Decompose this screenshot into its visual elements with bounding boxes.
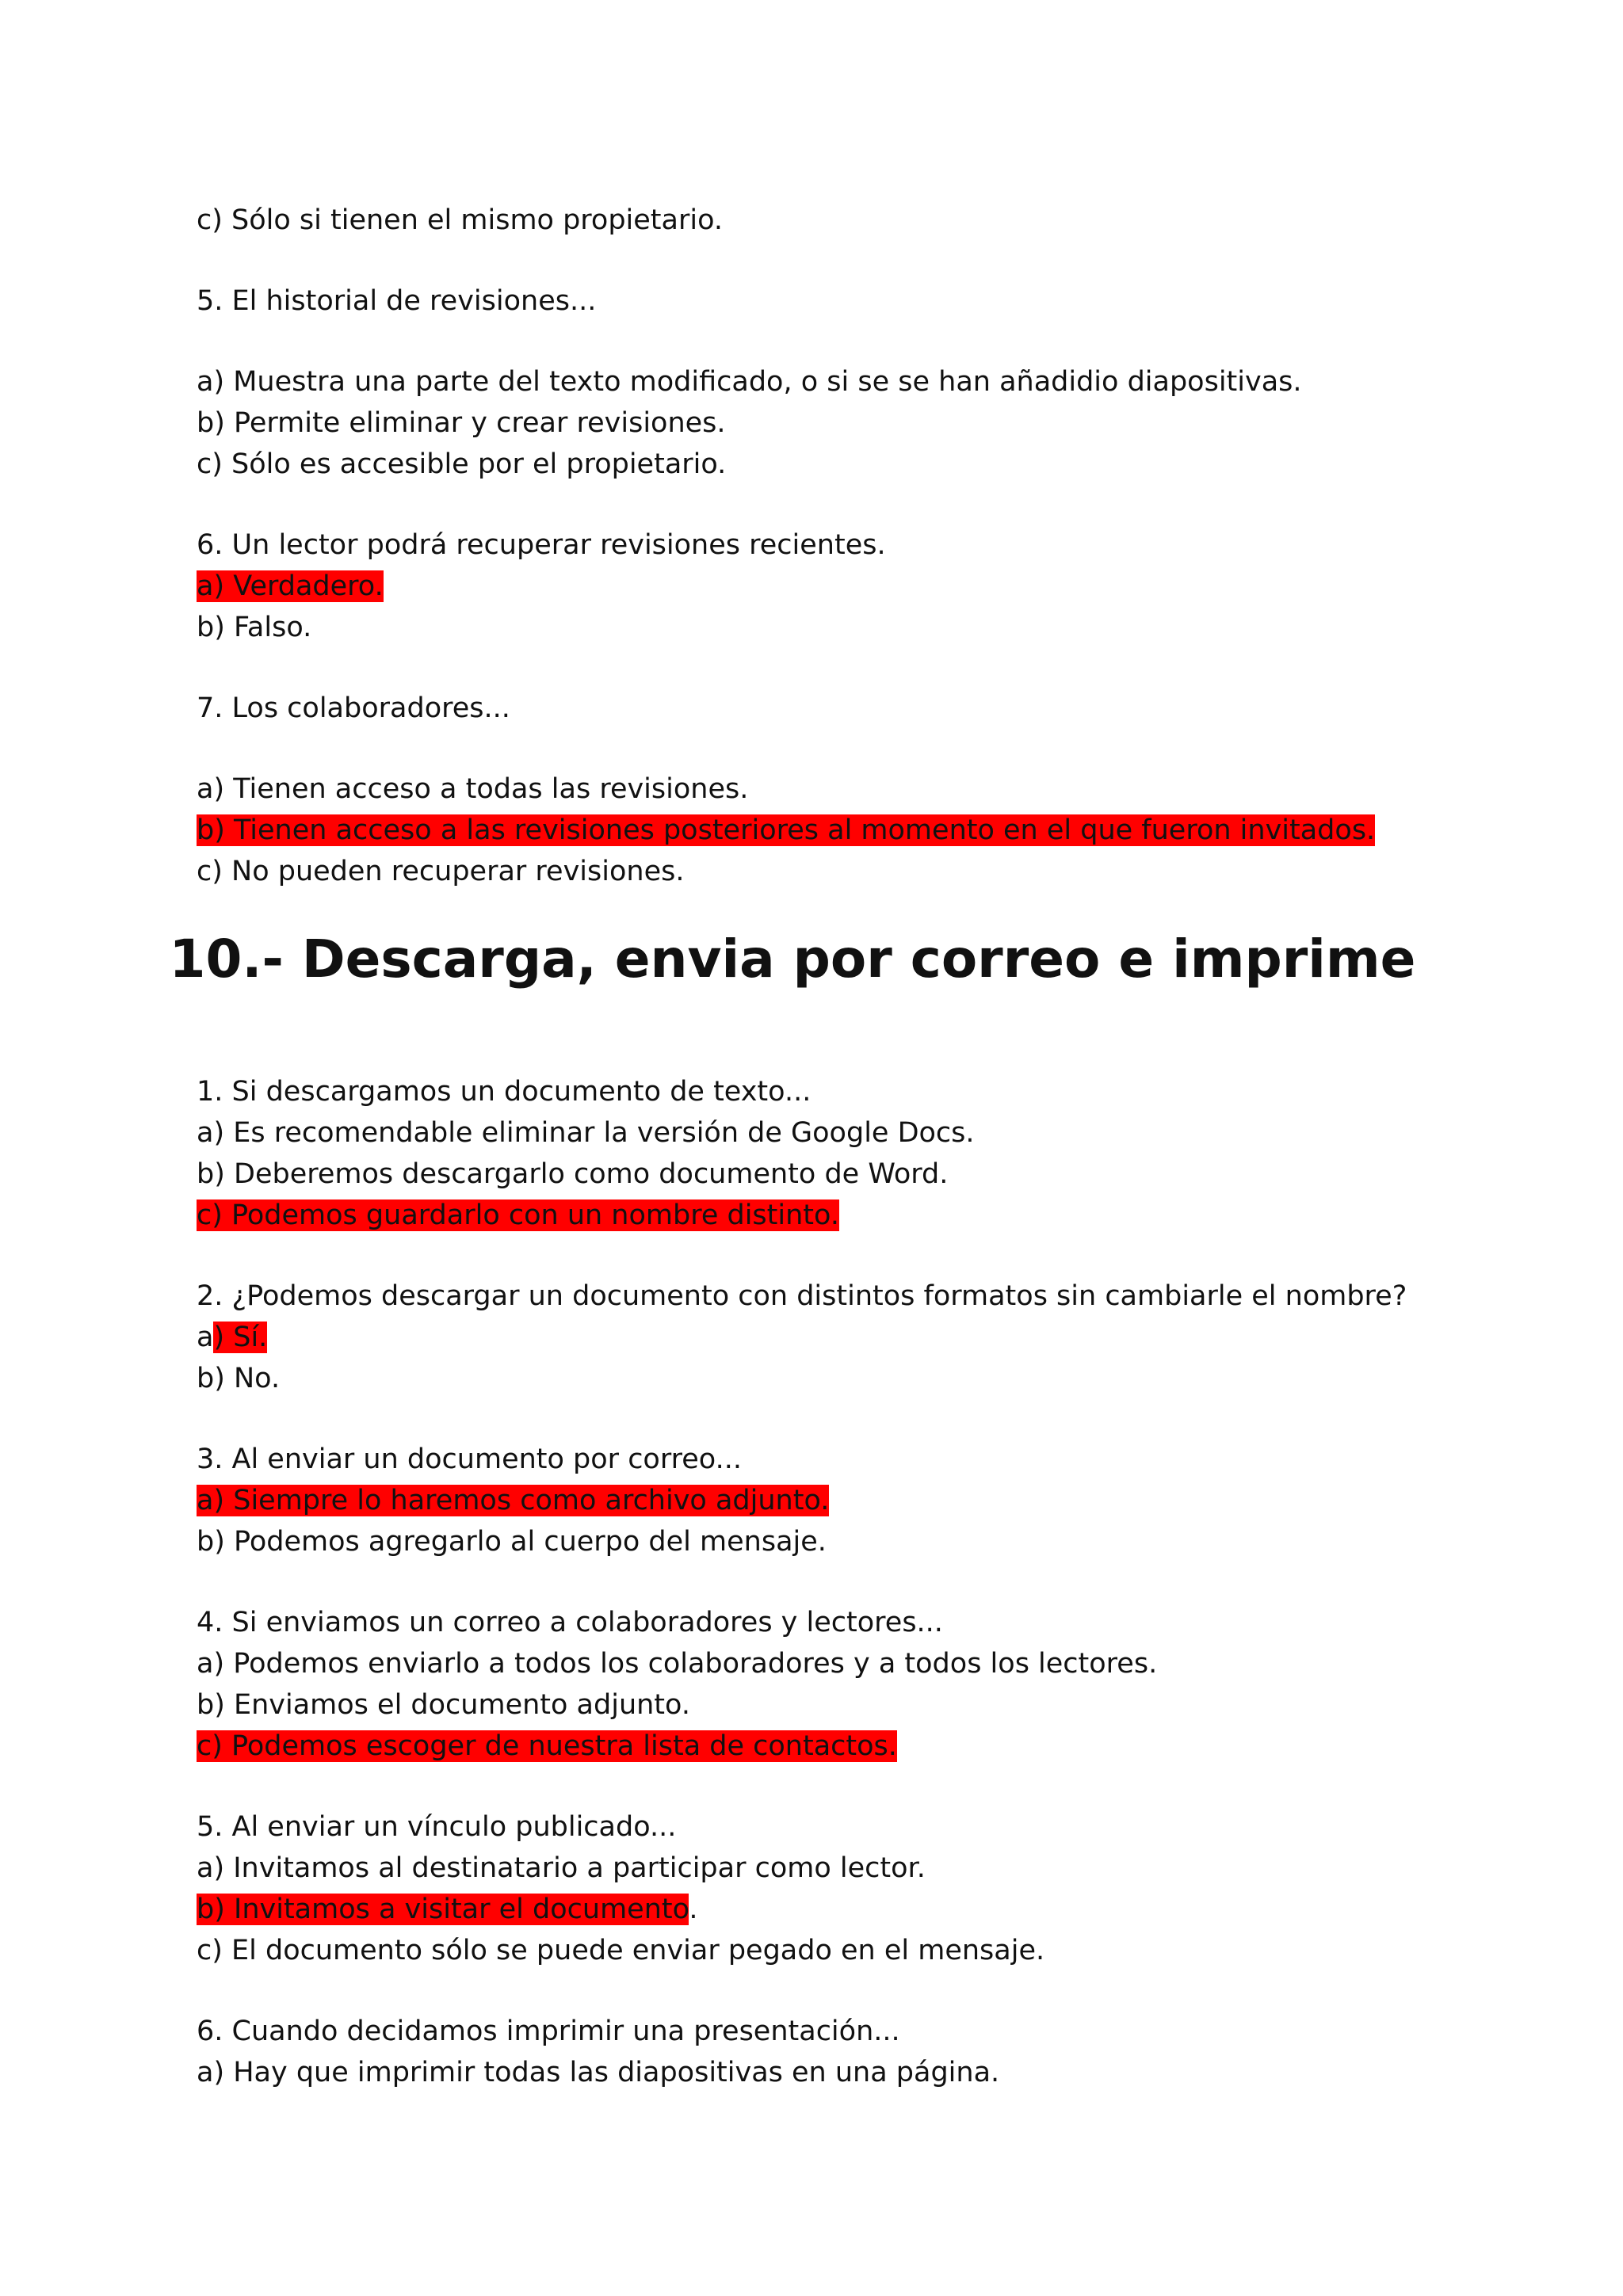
answer-text: b) No. xyxy=(197,1363,281,1394)
question-7-collaborators xyxy=(197,688,510,729)
answer-text: a) Muestra una parte del texto modificado, o si se se han añadidio diapositivas. xyxy=(197,366,1302,398)
question-3-email xyxy=(197,1439,742,1480)
question-text: 5. El historial de revisiones... xyxy=(197,285,597,317)
answer-7c xyxy=(197,851,684,892)
question-text: 6. Cuando decidamos imprimir una presentación... xyxy=(197,2016,900,2047)
answer-text: c) El documento sólo se puede enviar pegado en el mensaje. xyxy=(197,1935,1045,1966)
question-4-recipients xyxy=(197,1602,943,1643)
answer-5a xyxy=(197,1848,926,1889)
highlighted-answer: a) Verdadero. xyxy=(197,570,384,602)
answer-3a-highlighted xyxy=(197,1480,829,1521)
answer-text: c) Sólo es accesible por el propietario. xyxy=(197,448,727,480)
question-text: 1. Si descargamos un documento de texto... xyxy=(197,1076,812,1108)
section-heading: 10.- Descarga, envia por correo e imprime xyxy=(169,929,1416,990)
question-text: 3. Al enviar un documento por correo... xyxy=(197,1444,742,1475)
question-5-revisions xyxy=(197,280,596,322)
answer-text: b) Enviamos el documento adjunto. xyxy=(197,1689,690,1721)
answer-suffix: . xyxy=(689,1894,698,1925)
answer-text: b) Deberemos descargarlo como documento de Word. xyxy=(197,1158,949,1190)
question-text: 4. Si enviamos un correo a colaboradores y lectores... xyxy=(197,1607,943,1638)
answer-2a-partially-highlighted xyxy=(197,1317,267,1358)
answer-5c xyxy=(197,444,726,485)
highlighted-answer: ) Sí. xyxy=(213,1322,268,1353)
question-1-download xyxy=(197,1071,811,1112)
answer-2b xyxy=(197,1358,280,1399)
question-text: 5. Al enviar un vínculo publicado... xyxy=(197,1811,677,1843)
answer-text: b) Permite eliminar y crear revisiones. xyxy=(197,407,726,439)
answer-4a xyxy=(197,1643,1157,1684)
highlighted-answer: c) Podemos escoger de nuestra lista de contactos. xyxy=(197,1730,897,1762)
question-6-reader xyxy=(197,524,886,566)
answer-5a xyxy=(197,361,1302,402)
highlighted-answer: a) Siempre lo haremos como archivo adjunto. xyxy=(197,1485,830,1516)
answer-1a xyxy=(197,1112,975,1154)
answer-7b-highlighted xyxy=(197,810,1375,851)
highlighted-answer: b) Tienen acceso a las revisiones posteriores al momento en el que fueron invitados. xyxy=(197,814,1376,846)
answer-5b-highlighted xyxy=(197,1889,698,1930)
question-text: 6. Un lector podrá recuperar revisiones recientes. xyxy=(197,529,886,561)
answer-1b xyxy=(197,1154,948,1195)
previous-answer-c xyxy=(197,200,723,241)
highlighted-answer: c) Podemos guardarlo con un nombre distinto. xyxy=(197,1199,839,1231)
answer-3b xyxy=(197,1521,827,1562)
answer-text: c) No pueden recuperar revisiones. xyxy=(197,856,685,887)
answer-6a xyxy=(197,2052,999,2093)
question-2-formats xyxy=(197,1276,1407,1317)
answer-text: a) Hay que imprimir todas las diapositivas en una página. xyxy=(197,2057,1000,2088)
answer-text: a) Podemos enviarlo a todos los colaboradores y a todos los lectores. xyxy=(197,1648,1158,1680)
answer-6a-highlighted xyxy=(197,566,384,607)
answer-text: a) Tienen acceso a todas las revisiones. xyxy=(197,773,749,805)
answer-text: a) Invitamos al destinatario a participar como lector. xyxy=(197,1852,926,1884)
question-text: 7. Los colaboradores... xyxy=(197,692,510,724)
highlighted-answer: b) Invitamos a visitar el documento xyxy=(197,1894,689,1925)
answer-1c-highlighted xyxy=(197,1195,839,1236)
answer-5b xyxy=(197,402,726,444)
answer-text: c) Sólo si tienen el mismo propietario. xyxy=(197,204,724,236)
answer-5c xyxy=(197,1930,1044,1971)
answer-6b xyxy=(197,607,311,648)
answer-4c-highlighted xyxy=(197,1726,897,1767)
answer-text: a) Es recomendable eliminar la versión de Google Docs. xyxy=(197,1117,975,1149)
answer-text: b) Falso. xyxy=(197,612,312,643)
question-6-print xyxy=(197,2011,900,2052)
answer-text: b) Podemos agregarlo al cuerpo del mensaje. xyxy=(197,1526,827,1558)
question-text: 2. ¿Podemos descargar un documento con distintos formatos sin cambiarle el nombre? xyxy=(197,1280,1407,1312)
answer-4b xyxy=(197,1684,690,1726)
question-5-published-link xyxy=(197,1806,676,1848)
answer-prefix: a xyxy=(197,1322,214,1353)
answer-7a xyxy=(197,769,748,810)
